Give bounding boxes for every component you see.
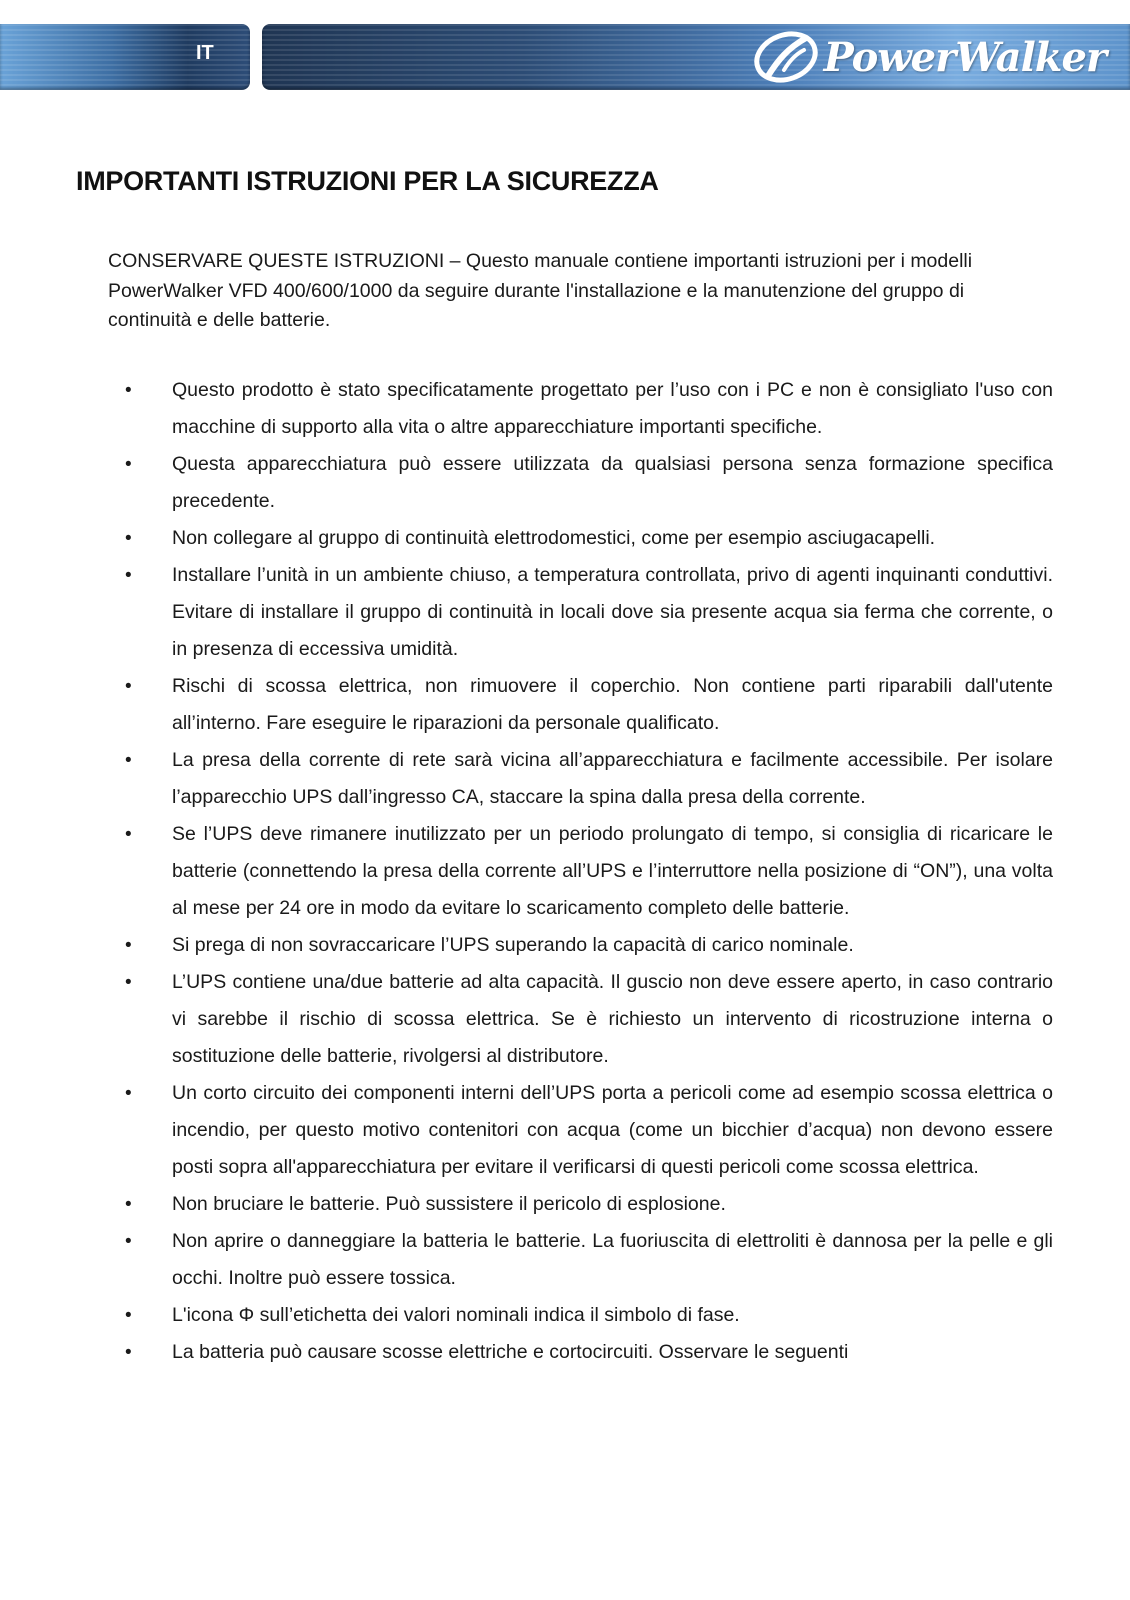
list-item-text: Se l’UPS deve rimanere inutilizzato per un periodo prolungato di tempo, si consiglia di ricaricare le batterie (connettendo la presa della corrente all’UPS e l’interruttore nella posizione di “ON”), una volta al mese per 24 ore in modo da evitare lo scaricamento completo delle batterie. xyxy=(172,823,1053,919)
bullet-icon: • xyxy=(125,454,132,475)
language-tab xyxy=(0,24,250,90)
list-item xyxy=(108,816,1053,927)
list-item-text: Non aprire o danneggiare la batteria le batterie. La fuoriuscita di elettroliti è dannosa per la pelle e gli occhi. Inoltre può essere tossica. xyxy=(172,1230,1053,1289)
list-item-text: La presa della corrente di rete sarà vicina all’apparecchiatura e facilmente accessibile. Per isolare l’apparecchio UPS dall’ingresso CA, staccare la spina dalla presa della corrente. xyxy=(172,749,1053,808)
bullet-icon: • xyxy=(125,565,132,586)
list-item xyxy=(108,668,1053,742)
list-item-text: Questo prodotto è stato specificatamente progettato per l’uso con i PC e non è consigliato l'uso con macchine di supporto alla vita o altre apparecchiature importanti specifiche. xyxy=(172,379,1053,438)
list-item-text: Installare l’unità in un ambiente chiuso, a temperatura controllata, privo di agenti inquinanti conduttivi. Evitare di installare il gruppo di continuità in locali dove sia presente acqua sia ferma che corrente, o in presenza di eccessiva umidità. xyxy=(172,564,1053,660)
list-item xyxy=(108,520,1053,557)
bullet-icon: • xyxy=(125,1194,132,1215)
list-item xyxy=(108,1186,1053,1223)
list-item-text: Non bruciare le batterie. Può sussistere il pericolo di esplosione. xyxy=(172,1193,726,1215)
bullet-icon: • xyxy=(125,750,132,771)
brand-bar xyxy=(262,24,1130,90)
bullet-icon: • xyxy=(125,1305,132,1326)
page-header xyxy=(0,24,1130,92)
list-item xyxy=(108,372,1053,446)
list-item-text: La batteria può causare scosse elettriche e cortocircuiti. Osservare le seguenti xyxy=(172,1341,849,1363)
bullet-icon: • xyxy=(125,972,132,993)
list-item-text: Si prega di non sovraccaricare l’UPS superando la capacità di carico nominale. xyxy=(172,934,854,956)
brand-name: PowerWalker xyxy=(823,33,1106,81)
list-item xyxy=(108,1223,1053,1297)
powerwalker-swoosh-logo-icon xyxy=(750,30,822,84)
list-item xyxy=(108,742,1053,816)
brand-logo xyxy=(750,30,1106,84)
bullet-icon: • xyxy=(125,676,132,697)
bullet-icon: • xyxy=(125,1083,132,1104)
list-item-text: L'icona Φ sull’etichetta dei valori nominali indica il simbolo di fase. xyxy=(172,1304,740,1326)
safety-instructions-list xyxy=(108,372,1053,1371)
list-item xyxy=(108,446,1053,520)
page-title: IMPORTANTI ISTRUZIONI PER LA SICUREZZA xyxy=(76,166,659,196)
bullet-icon: • xyxy=(125,1231,132,1252)
language-label: IT xyxy=(196,42,214,64)
list-item-text: L’UPS contiene una/due batterie ad alta capacità. Il guscio non deve essere aperto, in caso contrario vi sarebbe il rischio di scossa elettrica. Se è richiesto un intervento di ricostruzione interna o sostituzione delle batterie, rivolgersi al distributore. xyxy=(172,971,1053,1067)
list-item xyxy=(108,927,1053,964)
bullet-icon: • xyxy=(125,935,132,956)
list-item xyxy=(108,1334,1053,1371)
list-item xyxy=(108,1075,1053,1186)
list-item xyxy=(108,964,1053,1075)
bullet-icon: • xyxy=(125,528,132,549)
list-item-text: Rischi di scossa elettrica, non rimuovere il coperchio. Non contiene parti riparabili dall'utente all’interno. Fare eseguire le riparazioni da personale qualificato. xyxy=(172,675,1053,734)
intro-paragraph: CONSERVARE QUESTE ISTRUZIONI – Questo manuale contiene importanti istruzioni per i modelli PowerWalker VFD 400/600/1000 da seguire durante l'installazione e la manutenzione del gruppo di continuità e delle batterie. xyxy=(108,250,973,331)
list-item xyxy=(108,1297,1053,1334)
list-item xyxy=(108,557,1053,668)
list-item-text: Questa apparecchiatura può essere utilizzata da qualsiasi persona senza formazione specifica precedente. xyxy=(172,453,1053,512)
bullet-icon: • xyxy=(125,824,132,845)
bullet-icon: • xyxy=(125,380,132,401)
bullet-icon: • xyxy=(125,1342,132,1363)
list-item-text: Non collegare al gruppo di continuità elettrodomestici, come per esempio asciugacapelli. xyxy=(172,527,936,549)
list-item-text: Un corto circuito dei componenti interni dell’UPS porta a pericoli come ad esempio scossa elettrica o incendio, per questo motivo contenitori con acqua (come un bicchier d’acqua) non devono essere posti sopra all'apparecchiatura per evitare il verificarsi di questi pericoli come scossa elettrica. xyxy=(172,1082,1053,1178)
